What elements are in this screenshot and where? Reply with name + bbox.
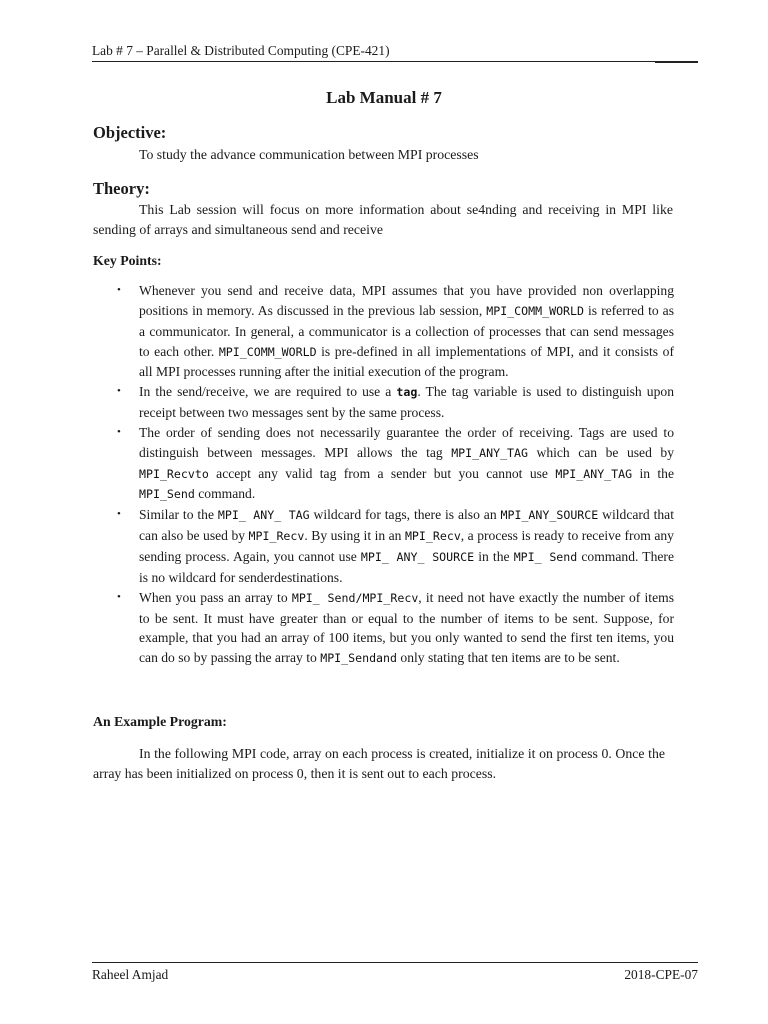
bullet-icon: •: [117, 425, 121, 438]
key-point-text: The order of sending does not necessarily guarantee the order of receiving. Tags are used to distinguish between messages. MPI allows the tag: [139, 424, 674, 460]
key-point-text: wildcard that can also be used by: [139, 507, 674, 544]
key-point-item: [93, 505, 674, 587]
inline-code: MPI_ ANY_ SOURCE: [360, 549, 475, 564]
key-point-text: is pre-defined in all implementations of MPI, and it consists of all MPI processes running after the initial execution of the program.: [139, 343, 674, 380]
inline-code: MPI_COMM_WORLD: [486, 303, 584, 318]
key-point-text: is referred to as a communicator. In general, a communicator is a collection of processes that can send messages to each other.: [139, 302, 674, 359]
example-text: In the following MPI code, array on each process is created, initialize it on process 0. Once the array has been initialized on process 0, then it is sent out to each process.: [93, 746, 665, 781]
inline-code: MPI_Sendand: [320, 651, 397, 666]
inline-code: MPI_Recv: [248, 529, 305, 544]
key-point-text: accept any valid tag from a sender but you cannot use: [208, 465, 556, 481]
key-point-text: Similar to the: [139, 507, 218, 523]
key-point-text: , a process is ready to receive from any sending process. Again, you cannot use: [139, 528, 674, 564]
inline-code: MPI_Send: [139, 487, 195, 502]
inline-code: MPI_ANY_TAG: [451, 445, 528, 460]
inline-code: MPI_ ANY_ TAG: [217, 508, 310, 523]
bullet-icon: •: [117, 284, 121, 296]
inline-code: MPI_ Send/MPI_Recv: [291, 590, 419, 605]
key-point-text: In the send/receive, we are required to use a: [139, 384, 397, 400]
key-point-text: in the: [632, 465, 674, 481]
key-point-text: Whenever you send and receive data, MPI assumes that you have provided non overlapping positions in memory. As discussed in the previous lab session,: [139, 283, 674, 318]
inline-code: tag: [396, 385, 418, 400]
key-points-list: [93, 281, 674, 669]
key-point-item: [93, 588, 674, 669]
key-point-text: . The tag variable is used to distinguish upon receipt between two messages sent by the same process.: [139, 384, 674, 421]
document-title: Lab Manual # 7: [326, 88, 442, 107]
key-point-text: command. There is no wildcard for senderdestinations.: [139, 548, 674, 585]
footer-id: 2018-CPE-07: [624, 967, 698, 982]
running-header: Lab # 7 – Parallel & Distributed Computing (CPE-421): [92, 43, 390, 58]
example-heading: An Example Program:: [93, 714, 227, 729]
bullet-icon: •: [117, 590, 121, 603]
header-rule-accent: [655, 61, 698, 63]
objective-text: To study the advance communication between MPI processes: [139, 147, 479, 162]
key-point-text: only stating that ten items are to be sent.: [397, 650, 620, 666]
key-point-text: wildcard for tags, there is also an: [309, 507, 501, 523]
header-rule: [92, 61, 698, 62]
theory-heading: Theory:: [93, 179, 150, 198]
inline-code: MPI_Recv: [404, 529, 461, 544]
key-point-text: , it need not have exactly the number of items to be sent. It must have greater than or equal to the number of items to be sent. Suppose, for example, that you had an array of 100 items, but you only wanted to send the first ten items, you can do so by passing the array to: [139, 589, 674, 666]
bullet-icon: •: [117, 385, 121, 398]
inline-code: MPI_ANY_TAG: [555, 466, 633, 481]
key-point-item: [93, 423, 674, 505]
key-points-heading: Key Points:: [93, 253, 162, 268]
key-point-text: . By using it in an: [304, 528, 405, 544]
inline-code: MPI_Recvto: [139, 466, 209, 481]
inline-code: MPI_ANY_SOURCE: [500, 508, 599, 523]
inline-code: MPI_COMM_WORLD: [218, 344, 317, 359]
objective-heading: Objective:: [93, 123, 167, 142]
bullet-icon: •: [117, 508, 121, 521]
key-point-text: command.: [194, 486, 256, 502]
footer-rule: [92, 962, 698, 963]
key-point-item: [93, 382, 674, 423]
key-point-text: When you pass an array to: [139, 589, 292, 605]
footer-author: Raheel Amjad: [92, 967, 169, 982]
inline-code: MPI_ Send: [513, 549, 578, 564]
key-point-text: in the: [474, 548, 514, 564]
theory-text: This Lab session will focus on more information about se4nding and receiving in MPI like sending of arrays and simultaneous send and receive: [93, 202, 673, 237]
key-point-text: which can be used by: [527, 444, 674, 460]
key-point-item: [93, 281, 674, 382]
